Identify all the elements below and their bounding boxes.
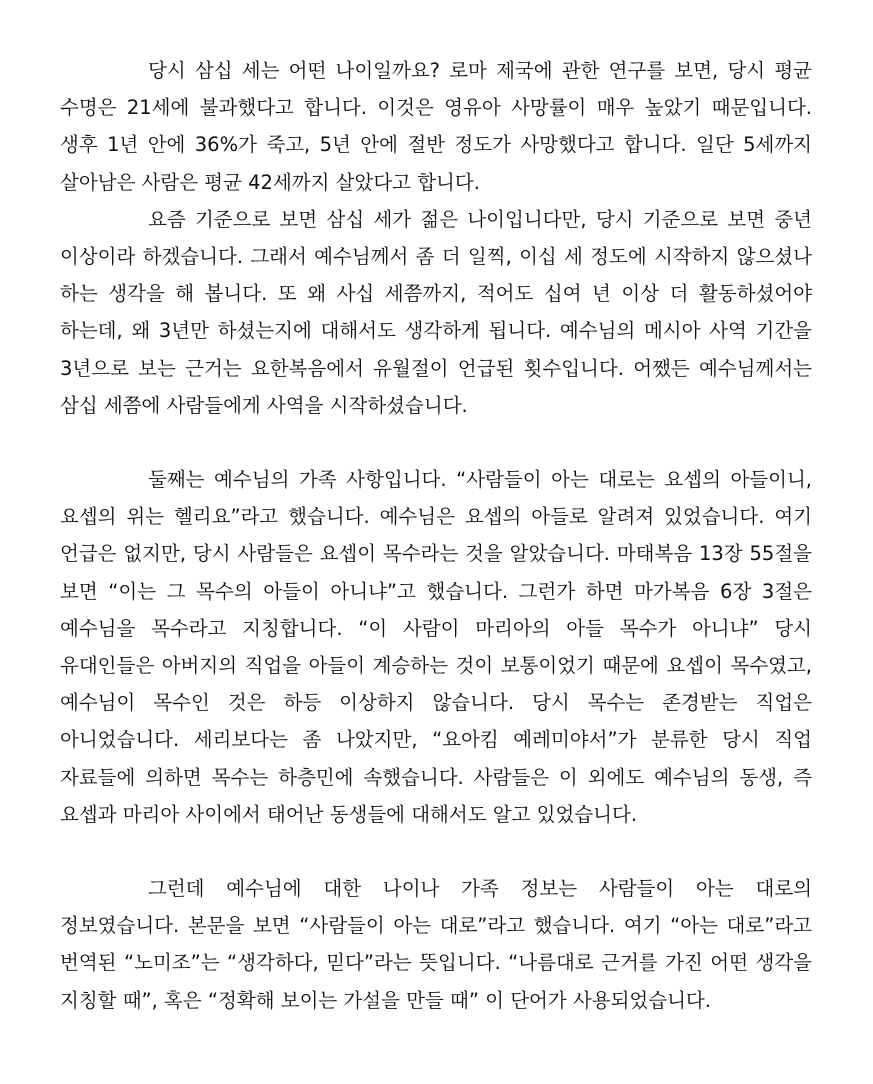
paragraph: 그런데 예수님에 대한 나이나 가족 정보는 사람들이 아는 대로의 정보였습니다. 본문을 보면 “사람들이 아는 대로”라고 했습니다. 여기 “아는 대로”라고 번역된 “노미조”는 “생각하다, 믿다”라는 뜻입니다. “나름대로 근거를 가진 어떤 생각을 지칭할 때”, 혹은 “정확해 보이는 가설을 만들 때” 이 단어가 사용되었습니다. xyxy=(60,877,812,1012)
paragraph-spacer xyxy=(60,424,812,461)
paragraph: 요즘 기준으로 보면 삼십 세가 젊은 나이입니다만, 당시 기준으로 보면 중년 이상이라 하겠습니다. 그래서 예수님께서 좀 더 일찍, 이십 세 정도에 시작하지 않으셨나 하는 생각을 해 봅니다. 또 왜 사십 세쯤까지, 적어도 십여 년 이상 더 활동하셨어야 하는데, 왜 3년만 하셨는지에 대해서도 생각하게 됩니다. 예수님의 메시아 사역 기간을 3년으로 보는 근거는 요한복음에서 유월절이 언급된 횟수입니다. 어쨌든 예수님께서는 삼십 세쯤에 사람들에게 사역을 시작하셨습니다. xyxy=(60,207,812,417)
paragraph: 당시 삼십 세는 어떤 나이일까요? 로마 제국에 관한 연구를 보면, 당시 평균 수명은 21세에 불과했다고 합니다. 이것은 영유아 사망률이 매우 높았기 때문입니다. 생후 1년 안에 36%가 죽고, 5년 안에 절반 정도가 사망했다고 합니다. 일단 5세까지 살아남은 사람은 평균 42세까지 살았다고 합니다. xyxy=(60,59,812,194)
paragraph-spacer xyxy=(60,833,812,870)
paragraph: 둘째는 예수님의 가족 사항입니다. “사람들이 아는 대로는 요셉의 아들이니, 요셉의 위는 헬리요”라고 했습니다. 예수님은 요셉의 아들로 알려져 있었습니다. 여기 언급은 없지만, 당시 사람들은 요셉이 목수라는 것을 알았습니다. 마태복음 13장 55절을 보면 “이는 그 목수의 아들이 아니냐”고 했습니다. 그런가 하면 마가복음 6장 3절은 예수님을 목수라고 지칭합니다. “이 사람이 마리아의 아들 목수가 아니냐” 당시 유대인들은 아버지의 직업을 아들이 계승하는 것이 보통이었기 때문에 요셉이 목수였고, 예수님이 목수인 것은 하등 이상하지 않습니다. 당시 목수는 존경받는 직업은 아니었습니다. 세리보다는 좀 나았지만, “요아킴 예레미야서”가 분류한 당시 직업 자료들에 의하면 목수는 하층민에 속했습니다. 사람들은 이 외에도 예수님의 동생, 즉 요셉과 마리아 사이에서 태어난 동생들에 대해서도 알고 있었습니다. xyxy=(60,468,812,826)
document-body xyxy=(60,52,812,1019)
